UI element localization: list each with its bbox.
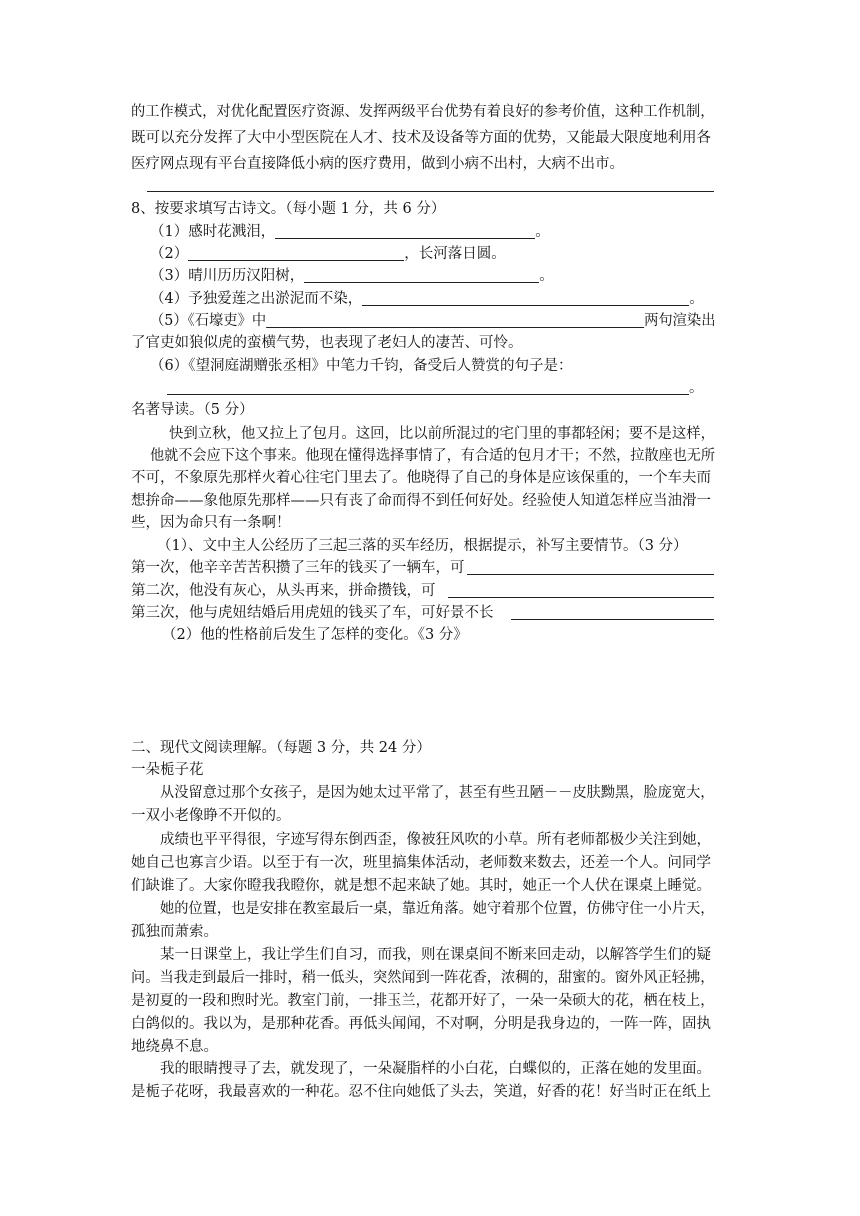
q8-item-1-prompt: （1）感时花溅泪，: [150, 224, 276, 240]
q8-item-6-end: 。: [689, 380, 704, 396]
answer-blank[interactable]: [448, 597, 714, 598]
story-para-2-line-3: 们缺谁了。大家你瞪我我瞪你，就是想不起来缺了她。其时，她正一个人伏在课桌上睡觉。: [131, 878, 711, 894]
story-para-4-line-1: 某一日课堂上，我让学生们自习，而我，则在课桌间不断来回走动，以解答学生们的疑: [160, 947, 711, 963]
intro-line-3: 医疗网点现有平台直接降低小病的医疗费用，做到小病不出村，大病不出市。: [131, 156, 624, 172]
answer-blank[interactable]: [467, 574, 714, 575]
separator-line: [147, 191, 714, 192]
q8-item-1-end: 。: [535, 224, 550, 240]
classic-para-line-3: 不可，不象原先那样火着心往宅门里去了。他晓得了自己的身体是应该保重的，一个车夫而: [131, 470, 711, 486]
q8-item-3-prompt: （3）晴川历历汉阳树，: [150, 268, 305, 284]
q8-item-3: [150, 266, 554, 286]
classic-para-line-4: 想拚命——象他原先那样——只有丧了命而得不到任何好处。经验使人知道怎样应当油滑一: [131, 493, 711, 509]
q8-item-6: （6）《望洞庭湖赠张丞相》中笔力千钧，备受后人赞赏的句子是：: [150, 358, 573, 374]
q8-item-1: [150, 222, 550, 242]
classic-third-time: [131, 603, 494, 623]
q8-title: 8、按要求填写古诗文。（每小题 1 分，共 6 分）: [131, 201, 446, 217]
story-para-3-line-2: 孤独而萧索。: [131, 924, 218, 940]
q8-item-4: [150, 289, 704, 309]
q8-item-4-end: 。: [689, 291, 704, 307]
story-para-1-line-2: 一双小老像睁不开似的。: [131, 808, 291, 824]
story-para-4-line-4: 白鸽似的。我以为，是那种花香。再低头闻闻，不对啊，分明是我身边的，一阵一阵，固执: [131, 1016, 711, 1032]
q8-item-5-cont: 了官吏如狼似虎的蛮横气势，也表现了老妇人的凄苦、可怜。: [131, 335, 523, 351]
story-para-2-line-2: 她自己也寡言少语。以至于有一次，班里搞集体活动，老师数来数去，还差一个人。问同学: [131, 855, 711, 871]
story-para-3-line-1: 她的位置，也是安排在教室最后一桌，靠近角落。她守着那个位置，仿佛守住一小片天，: [160, 901, 715, 917]
intro-line-2: 既可以充分发挥了大中小型医院在人才、技术及设备等方面的优势，又能最大限度地利用各: [131, 130, 711, 146]
second-time-text: 第二次，他没有灰心，从头再来，拼命攒钱，可: [131, 583, 436, 599]
story-para-4-line-5: 地绕鼻不息。: [131, 1039, 218, 1055]
q8-item-6-answer: [150, 378, 704, 398]
third-time-text: 第三次，他与虎妞结婚后用虎妞的钱买了车，可好景不长: [131, 605, 494, 621]
modern-title: 二、现代文阅读理解。（每题 3 分，共 24 分）: [131, 740, 431, 756]
answer-blank[interactable]: [275, 224, 535, 239]
q8-item-4-prompt: （4）予独爱莲之出淤泥而不染，: [150, 291, 363, 307]
story-para-1-line-1: 从没留意过那个女孩子，是因为她太过平常了，甚至有些丑陋－－皮肤黝黑，脸庞宽大，: [160, 785, 715, 801]
story-para-2-line-1: 成绩也平平得很，字迹写得东倒西歪，像被狂风吹的小草。所有老师都极少关注到她，: [160, 832, 711, 848]
q8-item-2-end: ，长河落日圆。: [404, 246, 506, 262]
classic-para-line-1: 快到立秋，他又拉上了包月。这回，比以前所混过的宅门里的事都轻闲；要不是这样，: [169, 426, 715, 442]
classic-second-time: [131, 581, 436, 601]
classic-first-time: [131, 558, 465, 578]
answer-blank[interactable]: [167, 380, 689, 395]
answer-blank[interactable]: [511, 619, 714, 620]
q8-item-2: [150, 244, 506, 264]
classic-para-line-2: 他就不会应下这个事来。他现在懂得选择事情了，有合适的包月才干；不然，拉散座也无所: [150, 448, 715, 464]
story-para-5-line-2: 是栀子花呀，我最喜欢的一种花。忍不住向她低了头去，笑道，好香的花！好当时正在纸上: [131, 1084, 711, 1100]
q8-item-5-prompt: （5）《石壕吏》中: [150, 313, 267, 329]
q8-item-3-end: 。: [539, 268, 554, 284]
answer-blank[interactable]: [188, 246, 404, 261]
story-para-4-line-2: 问。当我走到最后一排时，稍一低头，突然闻到一阵花香，浓稠的，甜蜜的。窗外风正轻拂，: [131, 970, 715, 986]
answer-blank[interactable]: [304, 268, 539, 283]
classic-subq-1: （1）、文中主人公经历了三起三落的买车经历，根据提示，补写主要情节。（3 分）: [157, 538, 688, 554]
first-time-text: 第一次，他辛辛苦苦积攒了三年的钱买了一辆车，可: [131, 560, 465, 576]
story-para-5-line-1: 我的眼睛搜寻了去，就发现了，一朵凝脂样的小白花，白蝶似的，正落在她的发里面。: [160, 1061, 711, 1077]
classic-para-line-5: 些，因为命只有一条啊！: [131, 515, 291, 531]
story-title: 一朵栀子花: [131, 762, 204, 778]
answer-blank[interactable]: [362, 291, 689, 306]
q8-item-2-prompt: （2）: [150, 246, 189, 262]
classic-subq-2: （2）他的性格前后发生了怎样的变化。《3 分》: [162, 627, 468, 643]
q8-item-5-end: 两句渲染出: [644, 313, 716, 329]
answer-blank[interactable]: [266, 313, 644, 328]
q8-item-5: [150, 311, 715, 331]
story-para-4-line-3: 是初夏的一段和煦时光。教室门前，一排玉兰，花都开好了，一朵一朵硕大的花，栖在枝上，: [131, 993, 715, 1009]
classic-title: 名著导读。（5 分）: [131, 402, 254, 418]
intro-line-1: 的工作模式，对优化配置医疗资源、发挥两级平台优势有着良好的参考价值，这种工作机制，: [131, 104, 715, 120]
